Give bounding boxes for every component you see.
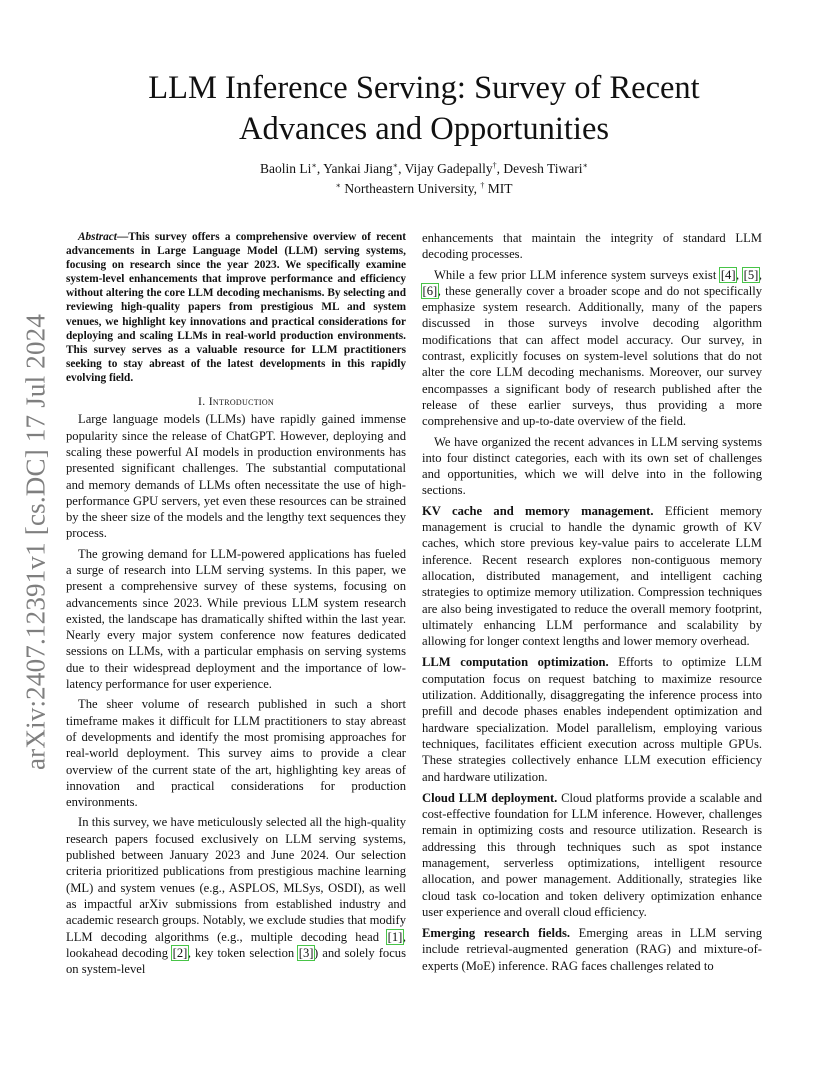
topic-paragraph-kv-cache [422,503,762,650]
body-paragraph [422,267,762,430]
citation-link[interactable]: [2] [172,945,188,960]
body-paragraph: Large language models (LLMs) have rapidly gained immense popularity since the release of ChatGPT. However, deploying and scaling these powerful AI models in production environments has presented significant challenges. The substantial computational and memory demands of LLMs often necessitate the use of high-performance GPU servers, yet even these resources can be strained by the sheer size of the models and the lengthy text sequences they process. [66,412,406,541]
topic-body: Emerging areas in LLM serving include retrieval-augmented generation (RAG) and mixture-of-experts (MoE) inference. RAG faces challenges related to [422,926,762,973]
author-affiliation-mark: ∗ [392,161,399,170]
topic-paragraph-computation [422,654,762,784]
topic-body: Cloud platforms provide a scalable and cost-effective foundation for LLM inference. However, challenges remain in optimizing costs and resource utilization. Research is addressing this through techniques such as spot instance management, serverless optimizations, intelligent resource allocation, and power management. Additionally, strategies like cloud task co-location and token delivery optimization enhance user experience and overall cloud efficiency. [422,790,762,919]
right-column [422,230,762,979]
author-name: Vijay Gadepally [404,161,493,176]
text-run: ) and solely focus on system-level [66,945,407,977]
body-paragraph [66,814,406,977]
abstract [66,230,406,385]
topic-heading: Emerging research fields. [422,926,570,941]
text-run: While a few prior LLM inference system surveys exist [434,267,721,282]
citation-link[interactable]: [5] [743,267,759,282]
topic-heading: LLM computation optimization. [422,655,609,670]
title-line-2: Advances and Opportunities [238,111,610,147]
text-run: , lookahead decoding [66,929,406,960]
affiliation-line [80,180,768,198]
affiliation-mark: ∗ [335,181,341,190]
topic-body: Efforts to optimize LLM computation focus on request batching to maximize resource utilization. Additionally, disaggregating the inference process into prefill and decode phases enables independent optimization and hardware specialization. Model parallelism, employing various techniques, facilitates efficient execution across multiple GPUs. These strategies collectively enhance LLM execution efficiency and hardware utilization. [422,655,762,784]
citation-link[interactable]: [1] [387,929,403,944]
title-line-1: LLM Inference Serving: Survey of Recent [148,70,700,106]
text-run: , [758,267,762,282]
topic-paragraph-cloud [422,790,762,920]
topic-paragraph-emerging [422,925,762,974]
text-run: In this survey, we have meticulously selected all the high-quality research papers focused exclusively on LLM serving systems, published between January 2023 and June 2024. Our selection criteria prioritized publications from prestigious machine learning (ML) and system venues (e.g., ASPLOS, MLSys, OSDI), as well as impactful arXiv submissions from established industry and academic research groups. Notably, we exclude studies that modify LLM decoding algorithms (e.g., multiple decoding head [66,815,406,944]
author-name: Baolin Li [260,161,312,176]
author-name: Devesh Tiwari [503,161,583,176]
body-paragraph: We have organized the recent advances in LLM serving systems into four distinct categories, each with its own set of challenges and opportunities, which we will delve into in the following sections. [422,434,762,498]
body-paragraph: enhancements that maintain the integrity of standard LLM decoding processes. [422,231,762,262]
topic-heading: KV cache and memory management. [422,503,654,518]
body-paragraph: The sheer volume of research published in such a short timeframe makes it difficult for LLM practitioners to stay abreast of developments and identify the most promising approaches for real-world deployment. This survey aims to provide a clear overview of the current state of the art, highlighting key areas of innovation and practical considerations for production environments. [66,697,406,810]
abstract-text: —This survey offers a comprehensive overview of recent advancements in Large Language Model (LLM) serving systems, focusing on research since the year 2023. We specifically examine system-level enhancements that improve performance and efficiency without altering the core LLM decoding mechanisms. By selecting and reviewing high-quality papers from prestigious ML and system venues, we highlight key innovations and practical considerations for deploying and scaling LLMs in real-world production environments. This survey serves as a valuable resource for LLM practitioners seeking to stay abreast of the latest developments in this rapidly evolving field. [66,231,406,384]
body-paragraph: The growing demand for LLM-powered applications has fueled a surge of research into LLM serving systems. In this paper, we present a comprehensive survey of these systems, focusing on advancements since 2023. While previous LLM system research existed, the landscape has dramatically shifted within the last year. Nearly every major system conference now features dedicated sessions on LLMs, with a particular emphasis on serving systems due to their widespread deployment and the importance of low-latency performance for user experience. [66,546,406,692]
author-affiliation-mark: † [492,161,497,170]
author-affiliation-mark: ∗ [311,161,317,170]
text-run: , these generally cover a broader scope and do not specifically emphasize system research. Additionally, many of the papers discussed in those surveys involve decoding algorithm modifications that can affect model accuracy. Our survey, in contrast, explicitly focuses on system-level solutions that do not alter the core LLM decoding mechanisms. Moreover, our survey encompasses a significant body of research published after the release of these earlier surveys, thus providing a more comprehensive and up-to-date overview of the field. [422,283,762,429]
citation-link[interactable]: [6] [422,283,438,298]
author-list: Baolin Li∗, Yankai Jiang∗, Vijay Gadepally†, Devesh Tiwari∗ [260,161,588,176]
section-title: Introduction [208,394,275,409]
abstract-label: Abstract [78,231,117,243]
arxiv-identifier-stamp: arXiv:2407.12391v1 [cs.DC] 17 Jul 2024 [20,313,51,770]
topic-body: Efficient memory management is crucial to handle the dynamic growth of KV caches, which store previous key-value pairs to accelerate LLM inference. Recent research explores non-contiguous memory allocation, distributed management, and intelligent caching strategies to optimize memory utilization. Compression techniques are also being investigated to reduce the overall memory footprint, ultimately enhancing LLM performance and scalability by allowing for longer context lengths and lower memory overhead. [422,503,762,649]
author-affiliation-mark: ∗ [582,161,588,170]
citation-link[interactable]: [4] [720,267,736,282]
topic-heading: Cloud LLM deployment. [422,790,558,805]
author-name: Yankai Jiang [323,161,393,176]
paper-title [80,68,768,150]
citation-link[interactable]: [3] [298,945,314,960]
section-heading-introduction [66,393,406,409]
text-run: , [736,267,744,282]
section-number: I. [197,394,209,409]
affiliation-name: MIT [487,181,513,196]
text-run: , key token selection [187,945,299,960]
affiliation-name: Northeastern University, [344,181,477,196]
left-column [66,230,406,981]
affiliation-mark: † [480,181,485,190]
